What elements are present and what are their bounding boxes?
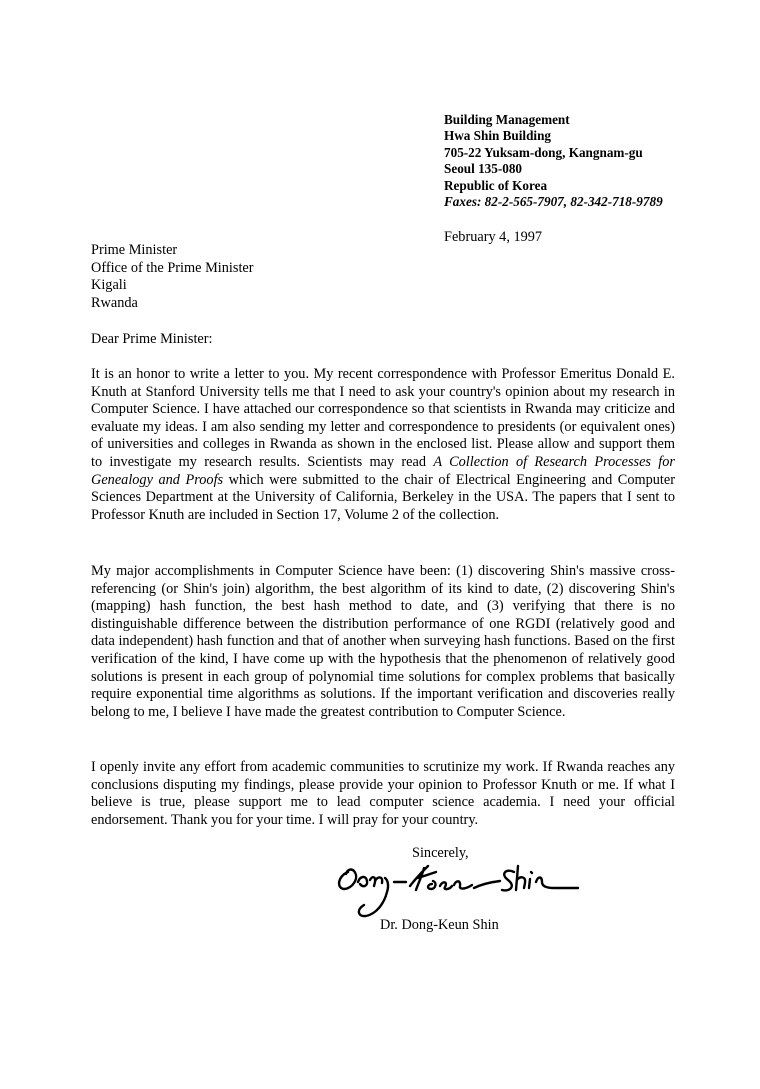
sender-line-organization: Building Management	[444, 112, 570, 127]
letter-date: February 4, 1997	[444, 229, 543, 245]
sender-line-street: 705-22 Yuksam-dong, Kangnam-gu	[444, 144, 643, 160]
handwritten-signature	[332, 858, 582, 920]
body-paragraph-1	[91, 366, 675, 524]
closing: Sincerely,	[412, 845, 469, 861]
signer-name: Dr. Dong-Keun Shin	[380, 917, 499, 933]
paragraph-1-text-b: which were submitted to the chair of Electrical Engineering and Computer Sciences Department at the University of California, Berkeley in the USA. The papers that I sent to Professor Knuth are included in Section 17, Volume 2 of the collection.	[91, 471, 675, 523]
salutation: Dear Prime Minister:	[91, 331, 213, 347]
recipient-line-title: Prime Minister	[91, 242, 178, 258]
recipient-line-country: Rwanda	[91, 294, 138, 311]
recipient-line-office: Office of the Prime Minister	[91, 259, 254, 276]
publication-title: A Collection of Research Processes for Genealogy and Proofs	[91, 453, 675, 488]
paragraph-1-text-a: It is an honor to write a letter to you. My recent correspondence with Professor Emeritus Donald E. Knuth at Stanford University tells me that I need to ask your country's opinion about my research in Computer Science. I have attached our correspondence so that scientists in Rwanda may criticize and evaluate my ideas. I am also sending my letter and correspondence to presidents (or equivalent ones) of universities and colleges in Rwanda as shown in the enclosed list. Please allow and support them to investigate my research results. Scientists may read	[91, 366, 675, 470]
sender-address-block	[444, 112, 663, 210]
sender-line-country: Republic of Korea	[444, 177, 548, 193]
body-paragraph-3: I openly invite any effort from academic communities to scrutinize my work. If Rwanda reaches any conclusions disputing my findings, please provide your opinion to Professor Knuth or me. If what I believe is true, please support me to lead computer science academia. I need your official endorsement. Thank you for your time. I will pray for your country.	[91, 759, 675, 828]
sender-fax-numbers: Faxes: 82-2-565-7907, 82-342-718-9789	[444, 194, 663, 210]
sender-line-city: Seoul 135-080	[444, 161, 523, 177]
recipient-line-city: Kigali	[91, 277, 127, 294]
sender-line-building: Hwa Shin Building	[444, 128, 552, 144]
recipient-address-block	[91, 242, 254, 312]
body-paragraph-2: My major accomplishments in Computer Science have been: (1) discovering Shin's massive cross-referencing (or Shin's join) algorithm, the best algorithm of its kind to date, (2) discovering Shin's (mapping) hash function, the best hash method to date, and (3) verifying that there is no distinguishable difference between the distribution performance of one RGDI (relatively good and data independent) hash function and that of another when surveying hash functions. Based on the first verification of the kind, I have come up with the hypothesis that the phenomenon of relatively good solutions is present in each group of polynomial time solutions for complex problems that basically require exponential time algorithms as solutions. If the important verification and discoveries really belong to me, I believe I have made the greatest contribution to Computer Science.	[91, 563, 675, 720]
